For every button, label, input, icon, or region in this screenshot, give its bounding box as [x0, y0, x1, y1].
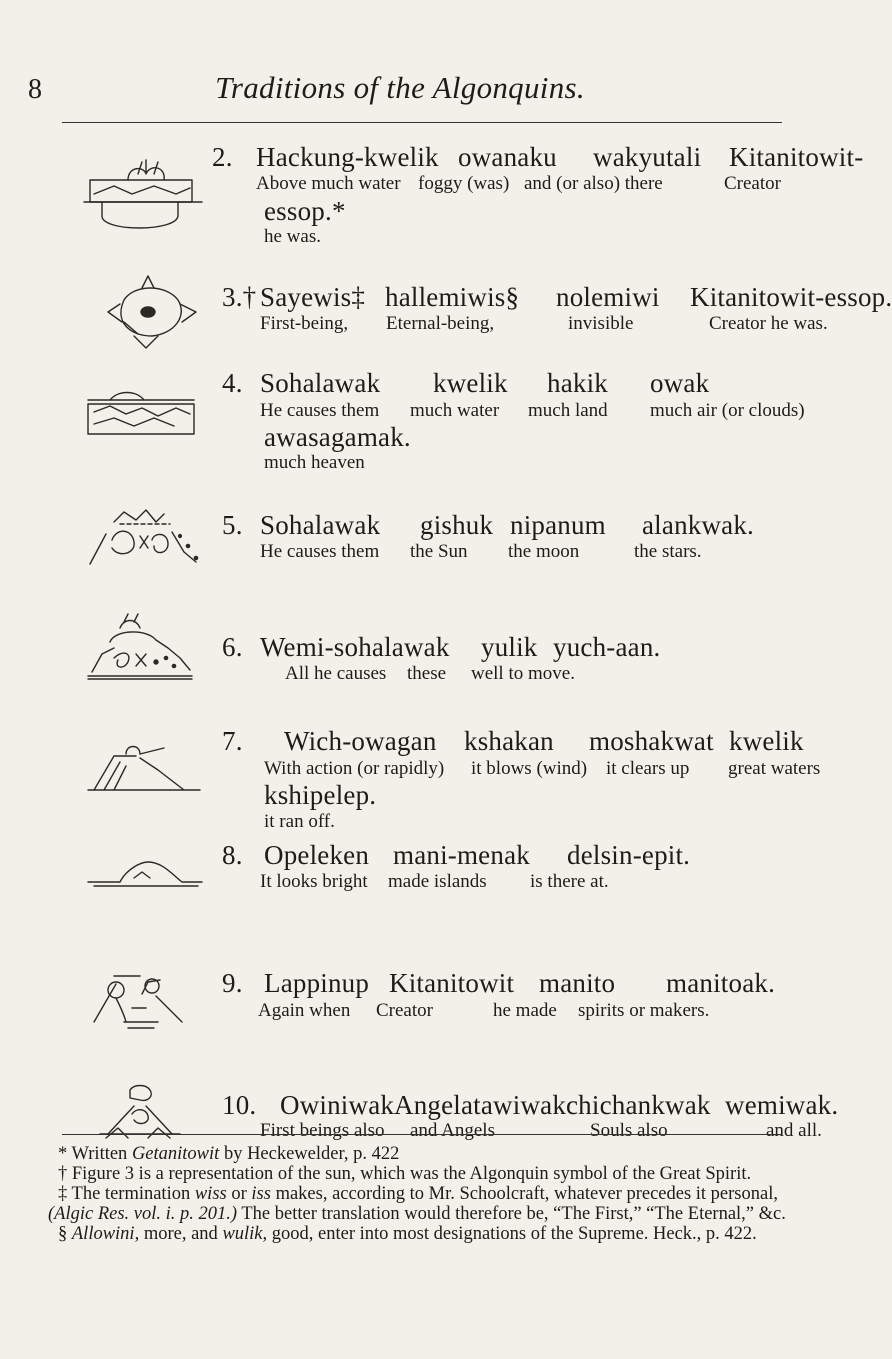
footnote-text: more, and — [143, 1224, 218, 1244]
gloss: Again when — [258, 1000, 351, 1021]
footnote-italic-word: wiss — [194, 1184, 227, 1204]
gloss: and (or also) there — [524, 173, 663, 194]
word: Lappinup — [264, 968, 370, 998]
word: kwelik — [433, 368, 508, 398]
footnote-text: The better translation would therefore be, “The First,” “The Eternal,” &c. — [241, 1204, 786, 1224]
gloss: foggy (was) — [418, 173, 510, 194]
gloss: well to move. — [471, 663, 575, 684]
word: Sohalawak — [260, 510, 381, 540]
footnote-mark: ‡ — [58, 1184, 68, 1204]
footnote-4 — [56, 1224, 796, 1244]
footnote-1 — [56, 1144, 796, 1164]
footnote-3 — [56, 1184, 796, 1204]
footnote-italic-word: Allowini, — [71, 1224, 140, 1244]
verse-number: 2. — [212, 142, 233, 172]
word: chichankwak — [566, 1090, 711, 1120]
word: kshipelep. — [264, 780, 377, 810]
word: Kitanitowit-essop. — [690, 282, 892, 312]
gloss: and all. — [766, 1120, 822, 1141]
gloss: great waters — [728, 758, 821, 779]
word: moshakwat — [589, 726, 714, 756]
footnote-mark: † — [58, 1164, 68, 1184]
verse-number: 9. — [222, 968, 243, 998]
gloss: Creator — [724, 173, 781, 194]
word: Owiniwak — [280, 1090, 395, 1120]
word: Sayewis‡ — [260, 282, 366, 312]
word: manitoak. — [666, 968, 776, 998]
gloss: Souls also — [590, 1120, 668, 1141]
word: nolemiwi — [556, 282, 660, 312]
gloss: it blows (wind) — [471, 758, 588, 779]
gloss: It looks bright — [260, 871, 368, 892]
word: mani-menak — [393, 840, 530, 870]
footnote-text: The termination — [71, 1184, 191, 1204]
gloss: First-being, — [260, 313, 349, 334]
word: Sohalawak — [260, 368, 381, 398]
gloss: it ran off. — [264, 811, 335, 832]
gloss: All he causes — [285, 663, 387, 684]
gloss: is there at. — [530, 871, 609, 892]
glyph-all-moving-icon — [84, 618, 196, 680]
word: Wemi-sohalawak — [260, 632, 450, 662]
gloss: the stars. — [634, 541, 702, 562]
footnotes — [48, 1144, 796, 1244]
word: Kitanitowit — [389, 968, 515, 998]
glyph-beings-icon — [94, 1084, 186, 1140]
verse-number: 8. — [222, 840, 243, 870]
gloss: Creator — [376, 1000, 433, 1021]
word: kwelik — [729, 726, 804, 756]
verse-number: 3.† — [222, 282, 257, 312]
gloss: Creator he was. — [709, 313, 828, 334]
gloss: Above much water — [256, 173, 401, 194]
gloss: he made — [493, 1000, 557, 1021]
word: awasagamak. — [264, 422, 411, 452]
word: wemiwak. — [725, 1090, 839, 1120]
word: wakyutali — [593, 142, 702, 172]
glyph-above-waters-icon — [84, 158, 204, 240]
gloss: Eternal-being, — [386, 313, 495, 334]
gloss: and Angels — [410, 1120, 495, 1141]
word: yuch-aan. — [553, 632, 661, 662]
gloss: much heaven — [264, 452, 365, 473]
glyph-sun-moon-stars-icon — [84, 500, 204, 568]
gloss: He causes them — [260, 541, 380, 562]
verse-number: 6. — [222, 632, 243, 662]
gloss: spirits or makers. — [578, 1000, 710, 1021]
word: Opeleken — [264, 840, 370, 870]
gloss: With action (or rapidly) — [264, 758, 445, 779]
word: hakik — [547, 368, 608, 398]
verse-number: 4. — [222, 368, 243, 398]
gloss: he was. — [264, 226, 321, 247]
word: yulik — [481, 632, 538, 662]
footnote-text: by Heckewelder, p. 422 — [223, 1144, 400, 1164]
footnote-italic-word: wulik, — [222, 1224, 268, 1244]
word: hallemiwis§ — [385, 282, 520, 312]
word: alankwak. — [642, 510, 755, 540]
word: owanaku — [458, 142, 557, 172]
gloss: First beings also — [260, 1120, 385, 1141]
footnote-text: or — [231, 1184, 247, 1204]
word: Kitanitowit- — [729, 142, 864, 172]
gloss: much water — [410, 400, 500, 421]
word: owak — [650, 368, 710, 398]
word: gishuk — [420, 510, 494, 540]
word: essop.* — [264, 196, 346, 226]
glyph-sun-icon — [104, 274, 200, 356]
gloss: much land — [528, 400, 608, 421]
word: Hackung-kwelik — [256, 142, 439, 172]
word: Wich-owagan — [284, 726, 437, 756]
gloss: the moon — [508, 541, 580, 562]
word: manito — [539, 968, 616, 998]
footnote-rule — [62, 1134, 782, 1135]
glyph-islands-icon — [86, 860, 204, 890]
gloss: the Sun — [410, 541, 468, 562]
gloss: He causes them — [260, 400, 380, 421]
word: delsin-epit. — [567, 840, 691, 870]
footnote-3-cont — [48, 1204, 796, 1224]
footnote-italic-word: iss — [251, 1184, 271, 1204]
header-rule — [62, 122, 782, 123]
verse-number: 5. — [222, 510, 243, 540]
footnote-text: good, enter into most designations of the Supreme. Heck., p. 422. — [271, 1224, 757, 1244]
footnote-mark: § — [58, 1224, 68, 1244]
footnote-italic-word: Getanitowit — [131, 1144, 220, 1164]
footnote-reference: (Algic Res. vol. i. p. 201.) — [48, 1204, 238, 1224]
gloss: made islands — [388, 871, 487, 892]
glyph-wind-waters-icon — [84, 740, 204, 794]
footnote-2 — [56, 1164, 796, 1184]
word: kshakan — [464, 726, 554, 756]
verse-number: 7. — [222, 726, 243, 756]
gloss: it clears up — [606, 758, 690, 779]
running-head-title: Traditions of the Algonquins. — [215, 70, 585, 105]
footnote-text: Written — [71, 1144, 128, 1164]
verse-number: 10. — [222, 1090, 257, 1120]
glyph-spirits-icon — [88, 966, 188, 1032]
word: Angelatawiwak — [394, 1090, 567, 1120]
word: nipanum — [510, 510, 606, 540]
gloss: these — [407, 663, 447, 684]
page-number: 8 — [28, 74, 42, 105]
footnote-text: makes, according to Mr. Schoolcraft, whatever precedes it personal, — [275, 1184, 778, 1204]
footnote-text: Figure 3 is a representation of the sun, which was the Algonquin symbol of the Great Spirit. — [71, 1164, 752, 1184]
gloss: much air (or clouds) — [650, 400, 805, 421]
glyph-creation-icon — [84, 388, 196, 438]
footnote-mark: * — [58, 1144, 68, 1164]
gloss: invisible — [568, 313, 634, 334]
